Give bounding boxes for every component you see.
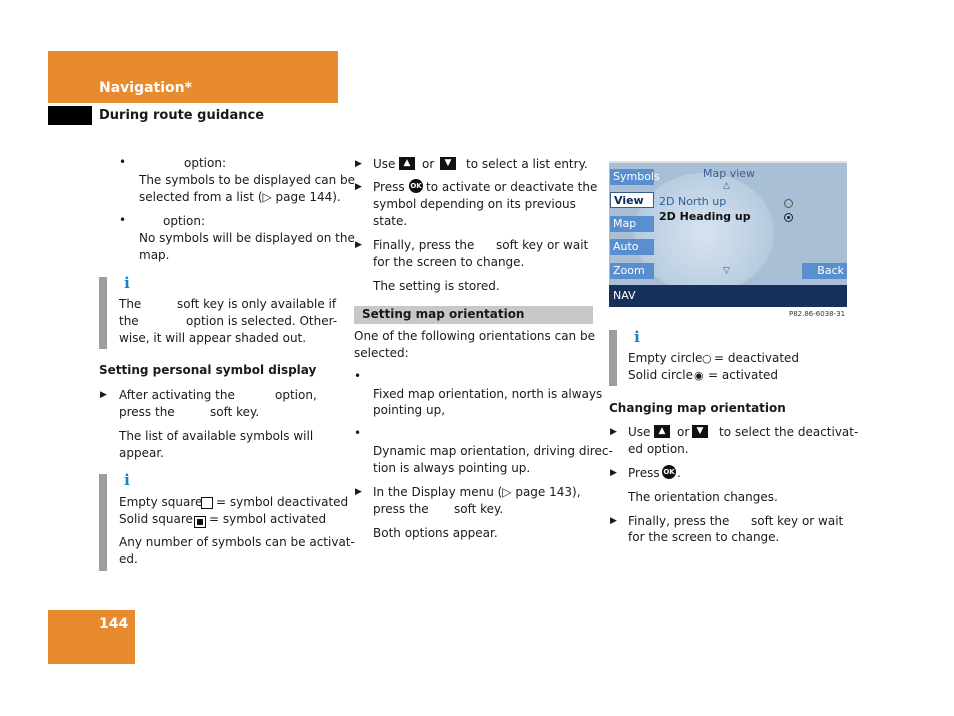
info-icon: i xyxy=(120,473,134,487)
step-arrow-icon: ▶ xyxy=(355,182,362,192)
screen-softkey-auto: Auto xyxy=(610,239,654,255)
step-arrow-icon: ▶ xyxy=(355,487,362,497)
info-icon: i xyxy=(630,330,644,344)
body-text: Dynamic map orientation, driving direc- xyxy=(373,444,613,458)
step-text: soft key or wait xyxy=(751,514,844,528)
info-bar xyxy=(609,330,617,386)
step-text: soft key. xyxy=(210,405,260,419)
step-text: Press xyxy=(628,466,660,480)
page-number: 144 xyxy=(99,616,129,632)
solid-square-icon xyxy=(194,516,206,528)
step-arrow-icon: ▶ xyxy=(100,390,107,400)
section-tab-marker xyxy=(48,106,92,125)
info-text: Solid circle xyxy=(628,368,693,382)
info-text: = deactivated xyxy=(714,351,800,365)
info-icon: i xyxy=(120,276,134,290)
screen-softkey-symbols: Symbols xyxy=(610,169,654,185)
info-text: = symbol activated xyxy=(209,512,327,526)
body-text: map. xyxy=(139,248,170,262)
step-text: soft key or wait xyxy=(496,238,589,252)
result-text: The list of available symbols will xyxy=(119,429,314,443)
step-text: Press xyxy=(373,180,405,194)
ok-key-icon: OK xyxy=(662,465,676,479)
step-text: Finally, press the xyxy=(628,514,730,528)
step-text: Use xyxy=(373,157,396,171)
info-text: wise, it will appear shaded out. xyxy=(119,331,307,345)
step-text: Finally, press the xyxy=(373,238,475,252)
body-text: selected from a list (▷ page 144). xyxy=(139,190,341,204)
radio-solid-icon xyxy=(784,213,793,222)
result-text: The orientation changes. xyxy=(628,490,778,504)
info-text: = symbol deactivated xyxy=(216,495,349,509)
body-text: tion is always pointing up. xyxy=(373,461,531,475)
step-text: state. xyxy=(373,214,408,228)
info-bar xyxy=(99,277,107,349)
step-text: or xyxy=(422,157,435,171)
screen-option-heading-up: 2D Heading up xyxy=(659,210,751,223)
ok-key-icon: OK xyxy=(409,179,423,193)
screen-back-button: Back xyxy=(802,263,847,279)
step-arrow-icon: ▶ xyxy=(610,516,617,526)
result-text: The setting is stored. xyxy=(373,279,500,293)
step-text: After activating the xyxy=(119,388,235,402)
bullet-dot-icon: • xyxy=(354,426,362,440)
up-arrow-key-icon: ▲ xyxy=(654,425,670,438)
step-text: press the xyxy=(119,405,175,419)
period-mark: . xyxy=(677,466,681,480)
step-arrow-icon: ▶ xyxy=(355,159,362,169)
step-text: for the screen to change. xyxy=(373,255,525,269)
step-text: Use xyxy=(628,425,651,439)
body-text: No symbols will be displayed on the xyxy=(139,231,355,245)
bullet-option-label: option: xyxy=(163,214,205,228)
page-subtitle: During route guidance xyxy=(99,108,265,123)
radio-empty-icon xyxy=(784,199,793,208)
info-bar xyxy=(99,474,107,571)
step-text: to select the deactivat- xyxy=(719,425,859,439)
step-text: press the xyxy=(373,502,429,516)
empty-square-icon xyxy=(201,497,213,509)
screen-status-bar: NAV xyxy=(609,285,847,307)
section-heading: Setting personal symbol display xyxy=(99,363,317,377)
info-text: The xyxy=(119,297,142,311)
down-arrow-key-icon: ▼ xyxy=(440,157,456,170)
nav-screen-illustration xyxy=(609,161,847,307)
header-band xyxy=(48,51,338,103)
body-text: The symbols to be displayed can be xyxy=(139,173,356,187)
step-text: symbol depending on its previous xyxy=(373,197,576,211)
bullet-dot-icon: • xyxy=(354,369,362,383)
step-arrow-icon: ▶ xyxy=(355,240,362,250)
info-text: = activated xyxy=(708,368,779,382)
screen-menu-title: Map view xyxy=(703,167,756,180)
body-text: Fixed map orientation, north is always xyxy=(373,387,603,401)
info-text: Empty circle xyxy=(628,351,703,365)
section-heading: Changing map orientation xyxy=(609,401,786,415)
screen-softkey-map: Map xyxy=(610,216,654,232)
screen-softkey-zoom: Zoom xyxy=(610,263,654,279)
bullet-option-label: option: xyxy=(184,156,226,170)
info-text: Any number of symbols can be activat- xyxy=(119,535,355,549)
bullet-dot-icon: • xyxy=(119,213,127,227)
section-title: Setting map orientation xyxy=(362,307,525,321)
step-text: ed option. xyxy=(628,442,689,456)
result-text: Both options appear. xyxy=(373,526,498,540)
step-arrow-icon: ▶ xyxy=(610,427,617,437)
step-text: to activate or deactivate the xyxy=(426,180,598,194)
info-text: ed. xyxy=(119,552,138,566)
screen-option-north-up: 2D North up xyxy=(659,195,727,208)
info-text: the xyxy=(119,314,139,328)
step-arrow-icon: ▶ xyxy=(610,468,617,478)
body-text: pointing up, xyxy=(373,403,446,417)
solid-circle-icon: ◉ xyxy=(694,369,704,382)
info-text: Empty square xyxy=(119,495,203,509)
step-text: for the screen to change. xyxy=(628,530,780,544)
bullet-dot-icon: • xyxy=(119,155,127,169)
page-title: Navigation* xyxy=(99,80,192,96)
figure-caption: P82.86-6038-31 xyxy=(789,310,846,318)
step-text: or xyxy=(677,425,690,439)
down-arrow-key-icon: ▼ xyxy=(692,425,708,438)
screen-background-graphic xyxy=(634,173,774,293)
info-text: soft key is only available if xyxy=(177,297,337,311)
empty-circle-icon: ○ xyxy=(702,352,712,365)
step-text: option, xyxy=(275,388,317,402)
step-text: soft key. xyxy=(454,502,504,516)
step-text: to select a list entry. xyxy=(466,157,588,171)
scroll-down-icon: ▽ xyxy=(723,266,730,276)
body-text: selected: xyxy=(354,346,409,360)
up-arrow-key-icon: ▲ xyxy=(399,157,415,170)
info-text: option is selected. Other- xyxy=(186,314,338,328)
info-text: Solid square xyxy=(119,512,193,526)
step-text: In the Display menu (▷ page 143), xyxy=(373,485,581,499)
scroll-up-icon: △ xyxy=(723,181,730,191)
screen-softkey-view: View xyxy=(610,192,654,208)
body-text: One of the following orientations can be xyxy=(354,329,595,343)
result-text: appear. xyxy=(119,446,164,460)
